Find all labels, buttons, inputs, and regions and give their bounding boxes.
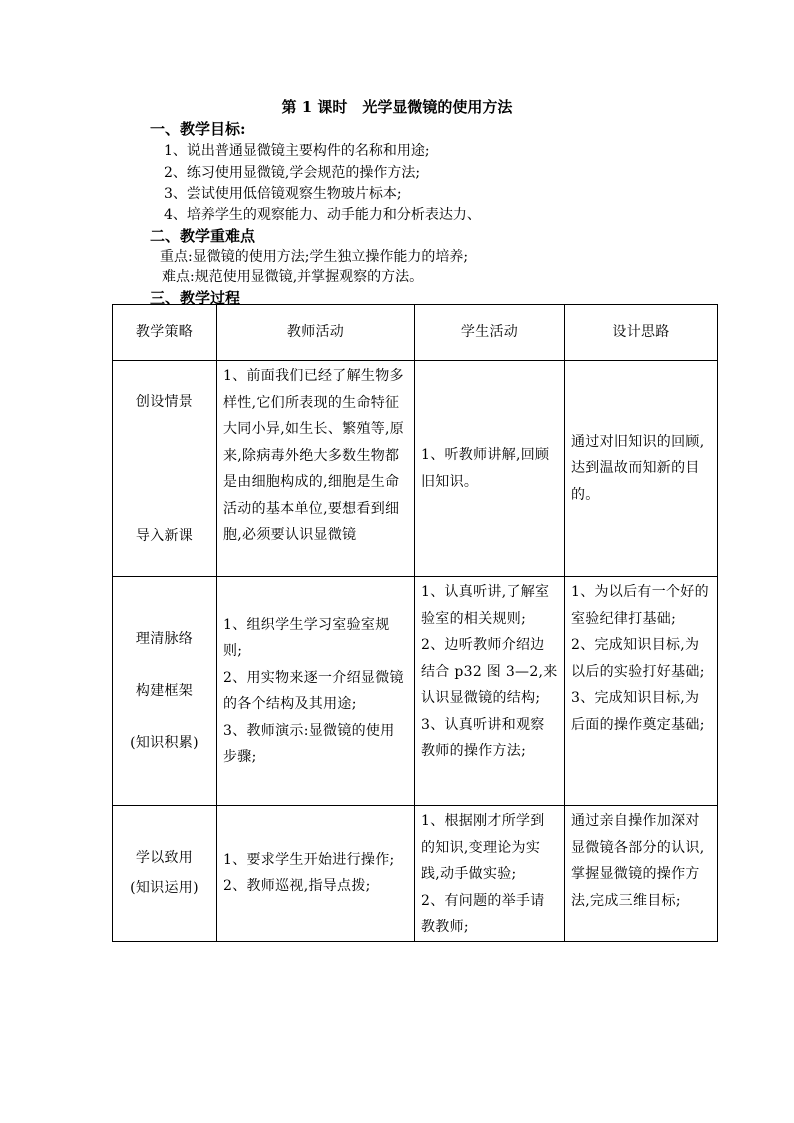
- section-heading-key-points: 二、教学重难点: [150, 227, 256, 245]
- table-row: [113, 577, 718, 806]
- strategy-label: (知识运用): [130, 880, 199, 897]
- teacher-activity-cell: 1、要求学生开始进行操作; 2、教师巡视,指导点拨;: [217, 806, 415, 942]
- objective-line: 4、培养学生的观察能力、动手能力和分析表达力、: [164, 207, 481, 223]
- column-header: 教师活动: [217, 305, 415, 361]
- design-idea-cell: 通过亲自操作加深对显微镜各部分的认识,掌握显微镜的操作方法,完成三维目标;: [565, 806, 718, 942]
- design-idea-cell: 通过对旧知识的回顾,达到温故而知新的目的。: [565, 361, 718, 577]
- strategy-label: 创设情景: [135, 394, 194, 410]
- design-idea-cell: 1、为以后有一个好的室验纪律打基础; 2、完成知识目标,为以后的实验打好基础; 3、完成知识目标,为后面的操作奠定基础;: [565, 577, 718, 806]
- difficult-point-line: 难点:规范使用显微镜,并掌握观察的方法。: [162, 269, 424, 285]
- teaching-process-table: [112, 304, 718, 942]
- objective-line: 2、练习使用显微镜,学会规范的操作方法;: [164, 165, 421, 181]
- strategy-cell: [113, 577, 217, 806]
- teacher-activity-cell: 1、前面我们已经了解生物多样性,它们所表现的生命特征大同小异,如生长、繁殖等,原来,除病毒外绝大多数生物都是由细胞构成的,细胞是生命活动的基本单位,要想看到细胞,必须要认识显微镜: [217, 361, 415, 577]
- strategy-label: 导入新课: [135, 528, 194, 544]
- page-title: 第 1 课时 光学显微镜的使用方法: [281, 98, 513, 116]
- strategy-cell: [113, 806, 217, 942]
- strategy-label: (知识积累): [130, 735, 199, 751]
- objective-line: 1、说出普通显微镜主要构件的名称和用途;: [164, 143, 430, 159]
- student-activity-cell: 1、听教师讲解,回顾旧知识。: [415, 361, 565, 577]
- strategy-label: 构建框架: [135, 683, 194, 699]
- strategy-label: 学以致用: [135, 850, 194, 867]
- table-header-row: [113, 305, 718, 361]
- section-heading-objectives: 一、教学目标:: [150, 120, 246, 138]
- table-row: [113, 806, 718, 942]
- column-header: 设计思路: [565, 305, 718, 361]
- student-activity-cell: 1、根据刚才所学到的知识,变理论为实践,动手做实验; 2、有问题的举手请教教师;: [415, 806, 565, 942]
- teacher-activity-cell: 1、组织学生学习室验室规则; 2、用实物来逐一介绍显微镜的各个结构及其用途; 3、教师演示:显微镜的使用步骤;: [217, 577, 415, 806]
- strategy-label: 理清脉络: [135, 631, 194, 647]
- column-header: 教学策略: [113, 305, 217, 361]
- strategy-cell: [113, 361, 217, 577]
- key-point-line: 重点:显微镜的使用方法;学生独立操作能力的培养;: [160, 249, 469, 265]
- column-header: 学生活动: [415, 305, 565, 361]
- objective-line: 3、尝试使用低倍镜观察生物玻片标本;: [164, 186, 402, 202]
- table-row: [113, 361, 718, 577]
- student-activity-cell: 1、认真听讲,了解室验室的相关规则; 2、边听教师介绍边结合 p32 图 3—2,来认识显微镜的结构; 3、认真听讲和观察教师的操作方法;: [415, 577, 565, 806]
- section-heading-process: 三、教学过程: [150, 289, 241, 307]
